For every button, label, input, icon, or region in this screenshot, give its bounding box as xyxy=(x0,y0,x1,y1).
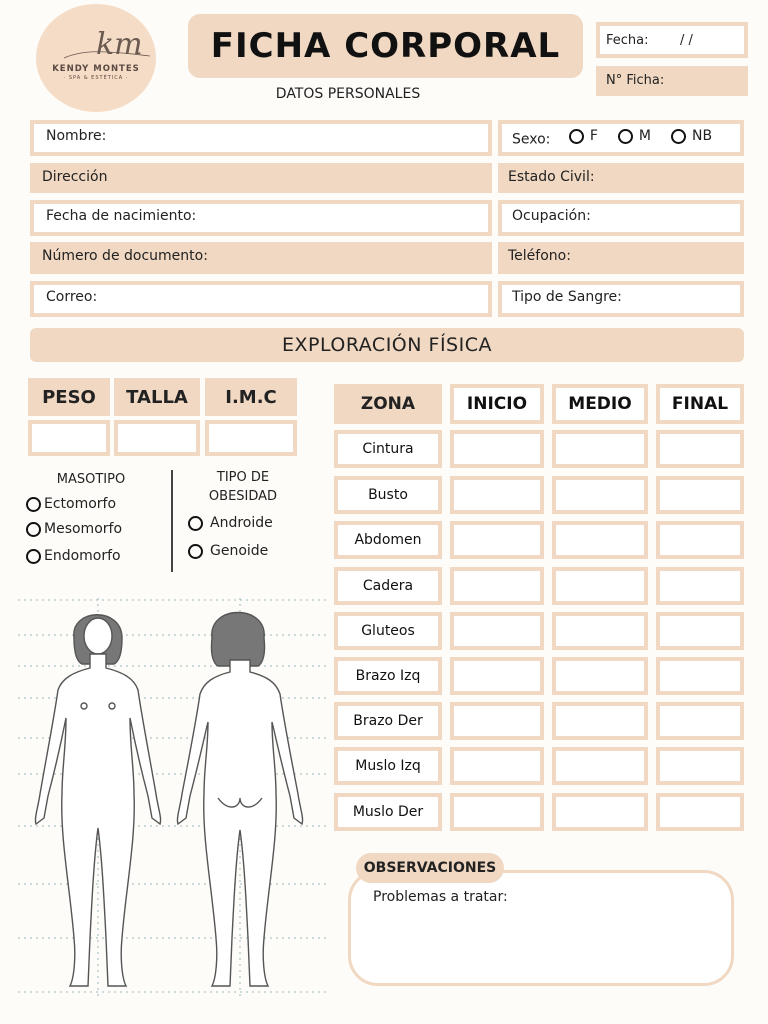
exploracion-header: EXPLORACIÓN FÍSICA xyxy=(30,328,744,362)
obesidad-title-line1: TIPO DE xyxy=(216,470,270,485)
cadera-inicio-input[interactable] xyxy=(450,567,544,605)
endomorfo-label: Endomorfo xyxy=(44,548,121,564)
abdomen-final-input[interactable] xyxy=(656,521,744,559)
section-subtitle: DATOS PERSONALES xyxy=(275,86,421,102)
correo-label: Correo: xyxy=(46,289,98,305)
brazo-der-medio-input[interactable] xyxy=(552,702,648,740)
imc-header: I.M.C xyxy=(205,378,297,416)
brazo-izq-medio-input[interactable] xyxy=(552,657,648,695)
zone-label-brazo-izq: Brazo Izq xyxy=(334,657,442,695)
androide-radio[interactable] xyxy=(188,516,203,531)
busto-inicio-input[interactable] xyxy=(450,476,544,514)
logo-initials: km xyxy=(96,27,143,62)
logo-brand: KENDY MONTES xyxy=(52,64,140,74)
fecha-nacimiento-label: Fecha de nacimiento: xyxy=(46,208,197,224)
ficha-number-field[interactable] xyxy=(596,66,748,96)
problemas-label: Problemas a tratar: xyxy=(373,889,508,905)
talla-header: TALLA xyxy=(114,378,200,416)
gluteos-inicio-input[interactable] xyxy=(450,612,544,650)
logo-monogram xyxy=(62,20,152,70)
mesomorfo-label: Mesomorfo xyxy=(44,521,123,537)
brazo-izq-inicio-input[interactable] xyxy=(450,657,544,695)
cadera-final-input[interactable] xyxy=(656,567,744,605)
busto-medio-input[interactable] xyxy=(552,476,648,514)
zone-label-abdomen: Abdomen xyxy=(334,521,442,559)
cadera-medio-input[interactable] xyxy=(552,567,648,605)
estado-civil-field[interactable] xyxy=(498,163,744,193)
zone-label-busto: Busto xyxy=(334,476,442,514)
documento-label: Número de documento: xyxy=(42,248,208,264)
obesidad-title-line2: OBESIDAD xyxy=(208,489,278,504)
genoide-radio[interactable] xyxy=(188,544,203,559)
body-figures xyxy=(18,598,328,996)
fecha-label: Fecha: xyxy=(606,33,649,48)
direccion-field[interactable] xyxy=(30,163,492,193)
endomorfo-radio[interactable] xyxy=(26,549,41,564)
zone-label-cadera: Cadera xyxy=(334,567,442,605)
fecha-nacimiento-field[interactable] xyxy=(30,200,492,236)
genoide-option[interactable] xyxy=(188,543,268,559)
table-header-inicio: INICIO xyxy=(450,384,544,424)
zone-label-gluteos: Gluteos xyxy=(334,612,442,650)
correo-field[interactable] xyxy=(30,281,492,317)
muslo-der-medio-input[interactable] xyxy=(552,793,648,831)
androide-option[interactable] xyxy=(188,515,273,531)
brazo-izq-final-input[interactable] xyxy=(656,657,744,695)
abdomen-inicio-input[interactable] xyxy=(450,521,544,559)
documento-field[interactable] xyxy=(30,242,492,274)
zone-label-muslo-izq: Muslo Izq xyxy=(334,747,442,785)
gluteos-final-input[interactable] xyxy=(656,612,744,650)
busto-final-input[interactable] xyxy=(656,476,744,514)
genoide-label: Genoide xyxy=(210,543,269,559)
fecha-slashes: / / xyxy=(680,33,693,48)
observaciones-box[interactable] xyxy=(348,870,734,986)
mesomorfo-radio[interactable] xyxy=(26,522,41,537)
sangre-label: Tipo de Sangre: xyxy=(512,289,622,305)
zone-label-muslo-der: Muslo Der xyxy=(334,793,442,831)
imc-input[interactable] xyxy=(205,420,297,456)
sexo-f-radio[interactable] xyxy=(569,129,584,144)
table-header-medio: MEDIO xyxy=(552,384,648,424)
peso-input[interactable] xyxy=(28,420,110,456)
direccion-label: Dirección xyxy=(42,169,108,185)
muslo-der-final-input[interactable] xyxy=(656,793,744,831)
endomorfo-option[interactable] xyxy=(26,548,121,564)
ocupacion-field[interactable] xyxy=(498,200,744,236)
title-banner xyxy=(188,14,583,78)
estado-civil-label: Estado Civil: xyxy=(508,169,595,185)
telefono-label: Teléfono: xyxy=(508,248,571,264)
observaciones-title: OBSERVACIONES xyxy=(356,853,504,883)
ectomorfo-radio[interactable] xyxy=(26,497,41,512)
cintura-inicio-input[interactable] xyxy=(450,430,544,468)
ficha-label: N° Ficha: xyxy=(606,73,665,88)
cintura-medio-input[interactable] xyxy=(552,430,648,468)
page-title: FICHA CORPORAL xyxy=(210,26,561,66)
logo-tagline: · SPA & ESTÉTICA · xyxy=(63,75,129,81)
masotipo-title: MASOTIPO xyxy=(56,472,126,487)
sexo-m-label: M xyxy=(638,128,651,144)
front-body-figure xyxy=(35,615,160,986)
androide-label: Androide xyxy=(210,515,273,531)
zone-label-brazo-der: Brazo Der xyxy=(334,702,442,740)
cintura-final-input[interactable] xyxy=(656,430,744,468)
sexo-nb-radio[interactable] xyxy=(671,129,686,144)
peso-header: PESO xyxy=(28,378,110,416)
ectomorfo-option[interactable] xyxy=(26,496,116,512)
ocupacion-label: Ocupación: xyxy=(512,208,591,224)
fecha-field[interactable] xyxy=(596,22,748,58)
brazo-der-final-input[interactable] xyxy=(656,702,744,740)
nombre-field[interactable] xyxy=(30,120,492,156)
sexo-m-radio[interactable] xyxy=(618,129,633,144)
muslo-izq-inicio-input[interactable] xyxy=(450,747,544,785)
mesomorfo-option[interactable] xyxy=(26,521,122,537)
brazo-der-inicio-input[interactable] xyxy=(450,702,544,740)
ectomorfo-label: Ectomorfo xyxy=(44,496,117,512)
sangre-field[interactable] xyxy=(498,281,744,317)
telefono-field[interactable] xyxy=(498,242,744,274)
sexo-f-label: F xyxy=(589,128,598,144)
sexo-label: Sexo: xyxy=(512,131,551,148)
muslo-izq-final-input[interactable] xyxy=(656,747,744,785)
column-divider xyxy=(171,470,173,572)
muslo-izq-medio-input[interactable] xyxy=(552,747,648,785)
abdomen-medio-input[interactable] xyxy=(552,521,648,559)
muslo-der-inicio-input[interactable] xyxy=(450,793,544,831)
table-header-final: FINAL xyxy=(656,384,744,424)
talla-input[interactable] xyxy=(114,420,200,456)
gluteos-medio-input[interactable] xyxy=(552,612,648,650)
nombre-label: Nombre: xyxy=(46,128,107,144)
zone-label-cintura: Cintura xyxy=(334,430,442,468)
sexo-nb-label: NB xyxy=(692,128,713,144)
table-header-zona: ZONA xyxy=(334,384,442,424)
sexo-field[interactable] xyxy=(498,120,744,156)
